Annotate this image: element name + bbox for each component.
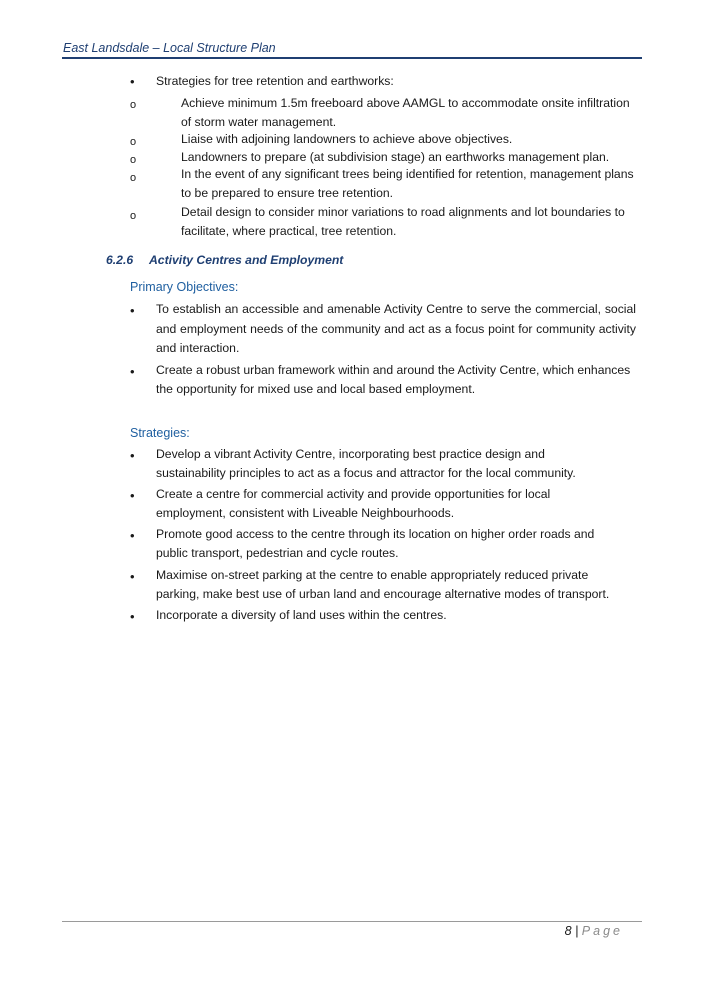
page-footer	[565, 924, 623, 938]
objective-item: To establish an accessible and amenable Activity Centre to serve the commercial, social and employment needs of the community and act as a focus point for community activity and interaction.	[156, 302, 636, 355]
objective-item: Create a robust urban framework within and around the Activity Centre, which enhances the opportunity for mixed use and local based employment.	[156, 363, 631, 396]
strategy-item: Create a centre for commercial activity and provide opportunities for local employment, consistent with Liveable Neighbourhoods.	[156, 487, 551, 520]
tree-retention-item: Achieve minimum 1.5m freeboard above AAMGL to accommodate onsite infiltration of storm water management.	[181, 96, 630, 129]
bullet-marker: •	[130, 303, 135, 318]
page-header-title: East Landsdale – Local Structure Plan	[63, 41, 276, 55]
tree-retention-item: Detail design to consider minor variations to road alignments and lot boundaries to facilitate, where practical, tree retention.	[181, 205, 625, 238]
tree-retention-item: Liaise with adjoining landowners to achieve above objectives.	[181, 132, 513, 146]
section-title: Activity Centres and Employment	[149, 253, 344, 267]
bullet-marker: •	[130, 528, 135, 543]
sub-bullet-marker: o	[130, 136, 137, 148]
tree-retention-item: In the event of any significant trees being identified for retention, management plans to be prepared to ensure tree retention.	[181, 167, 634, 200]
bullet-marker: •	[130, 364, 135, 379]
strategy-item: Promote good access to the centre through its location on higher order roads and public transport, pedestrian and cycle routes.	[156, 527, 595, 560]
strategy-item: Incorporate a diversity of land uses within the centres.	[156, 608, 447, 622]
bullet-marker: •	[130, 569, 135, 584]
page-word: Page	[581, 924, 623, 938]
bullet-marker: •	[130, 609, 135, 624]
bullet-marker: •	[130, 488, 135, 503]
bullet-marker: •	[130, 74, 135, 89]
footer-divider	[62, 921, 642, 922]
bullet-marker: •	[130, 448, 135, 463]
tree-retention-heading: Strategies for tree retention and earthworks:	[156, 74, 394, 88]
footer-separator: |	[575, 924, 579, 938]
tree-retention-item: Landowners to prepare (at subdivision stage) an earthworks management plan.	[181, 150, 610, 164]
sub-bullet-marker: o	[130, 99, 137, 111]
header-divider	[62, 57, 642, 59]
sub-bullet-marker: o	[130, 172, 137, 184]
page-number: 8	[564, 924, 572, 938]
strategy-item: Maximise on-street parking at the centre to enable appropriately reduced private parking, make best use of urban land and encourage alternative modes of transport.	[156, 568, 610, 601]
sub-bullet-marker: o	[130, 154, 137, 166]
strategies-heading: Strategies:	[130, 426, 190, 440]
primary-objectives-heading: Primary Objectives:	[130, 280, 239, 294]
sub-bullet-marker: o	[130, 210, 137, 222]
section-number: 6.2.6	[106, 253, 134, 267]
strategy-item: Develop a vibrant Activity Centre, incorporating best practice design and sustainability principles to act as a focus and attractor for the local community.	[156, 447, 576, 480]
